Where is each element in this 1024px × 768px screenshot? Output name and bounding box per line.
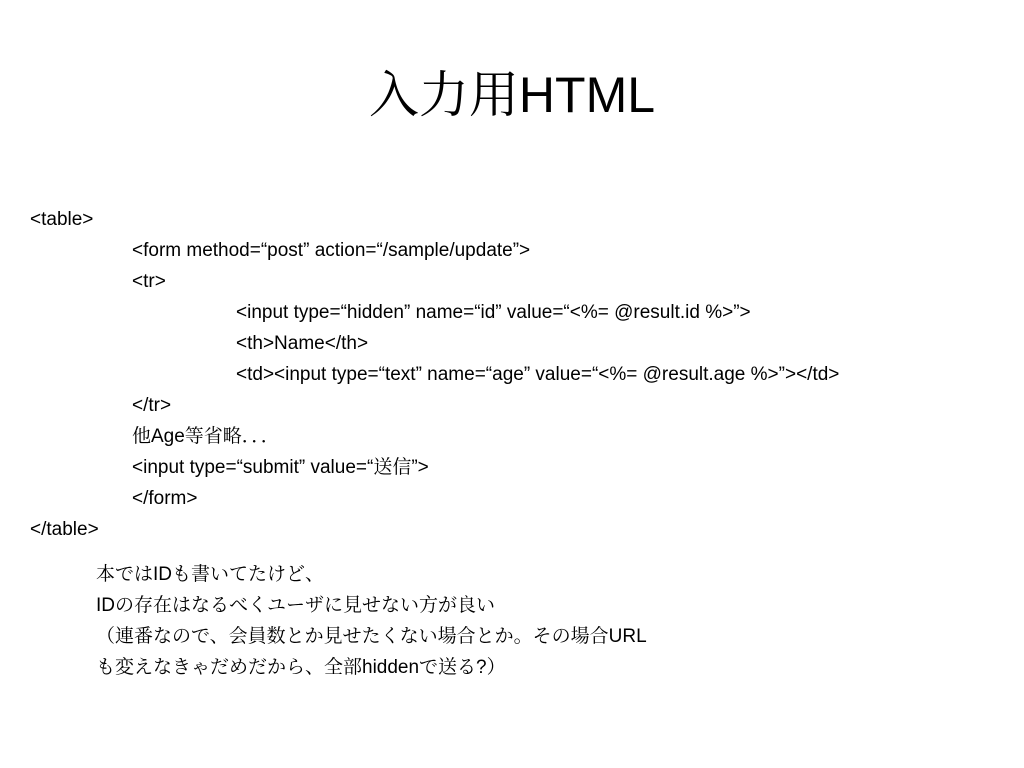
code-line-td-age: <td><input type=“text” name=“age” value=“<%= @result.age %>”></td> xyxy=(236,364,840,385)
code-line-omitted: 他Age等省略．．． xyxy=(132,426,280,447)
slide-title: 入力用HTML xyxy=(368,67,656,123)
code-line-form-open: <form method=“post” action=“/sample/update”> xyxy=(132,240,531,261)
code-line-tr-close: </tr> xyxy=(132,395,172,416)
code-line-th-name: <th>Name</th> xyxy=(236,333,369,354)
note-line: も変えなきゃだめだから、全部hiddenで送る?） xyxy=(96,657,506,678)
code-line-hidden-input: <input type=“hidden” name=“id” value=“<%= @result.id %>”> xyxy=(236,302,751,323)
code-line-form-close: </form> xyxy=(132,488,198,509)
code-line-tr-open: <tr> xyxy=(132,271,166,292)
code-line-table-close: </table> xyxy=(30,519,99,540)
note-line: IDの存在はなるべくユーザに見せない方が良い xyxy=(96,595,496,616)
note-line: 本ではIDも書いてたけど、 xyxy=(96,564,325,585)
code-line-submit-input: <input type=“submit” value=“送信”> xyxy=(132,457,429,478)
note-line: （連番なので、会員数とか見せたくない場合とか。その場合URL xyxy=(96,626,647,647)
code-line-table-open: <table> xyxy=(30,209,94,230)
